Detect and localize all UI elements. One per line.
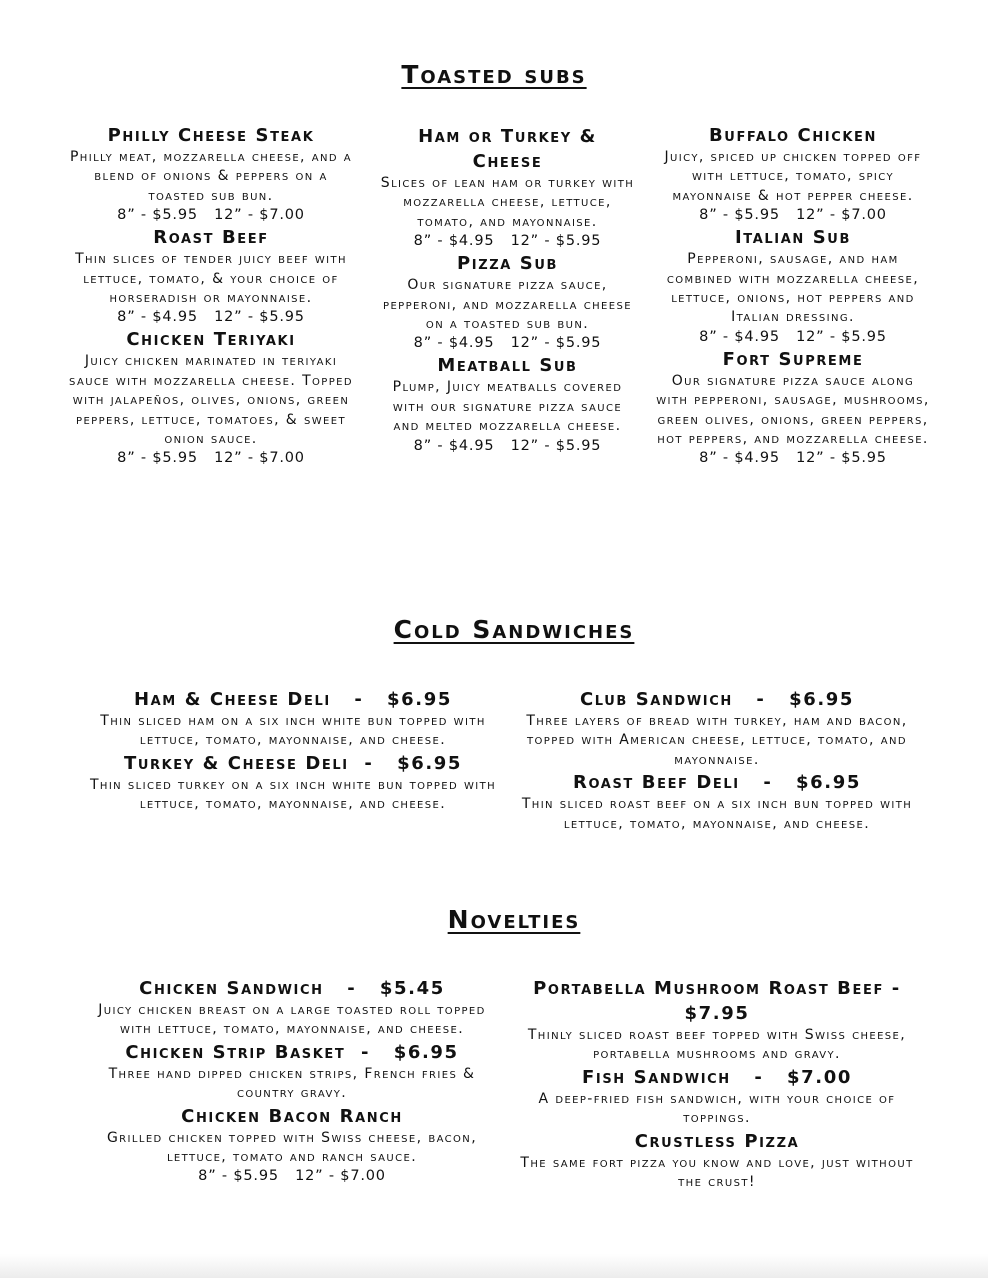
item-description: Philly meat, mozzarella cheese, and a blend of onions & peppers on a toasted sub bun. — [69, 149, 353, 204]
section-title-toasted-subs: Toasted subs — [401, 60, 587, 89]
novelties-column-2 — [516, 976, 918, 1192]
item-name: Fish Sandwich - $7.00 — [582, 1066, 852, 1088]
item-price: 8” - $4.95 12” - $5.95 — [699, 328, 887, 345]
item-name: Turkey & Cheese Deli - $6.95 — [123, 752, 463, 774]
item-name: Chicken Strip Basket - $6.95 — [125, 1041, 459, 1063]
section-title-cold-sandwiches: Cold Sandwiches — [393, 615, 635, 644]
item-description: The same fort pizza you know and love, just without the crust! — [520, 1154, 914, 1191]
item-price: 8” - $5.95 12” - $7.00 — [699, 207, 887, 224]
menu-item — [88, 687, 498, 751]
menu-item — [516, 1129, 918, 1193]
menu-item — [63, 327, 359, 468]
item-description: Our signature pizza sauce along with pepperoni, sausage, mushrooms, green olives, onions, green peppers, hot peppers, and mozzarella cheese. — [656, 372, 930, 448]
item-description: Pepperoni, sausage, and ham combined with mozzarella cheese, lettuce, onions, hot peppers and Italian dressing. — [666, 251, 920, 326]
item-name: Fort Supreme — [722, 348, 864, 370]
item-description: Juicy chicken marinated in teriyaki sauce with mozzarella cheese. Topped with jalapeños, olives, onions, green peppers, lettuce, tomatoes, & sweet onion sauce. — [69, 353, 353, 448]
item-name: Ham & Cheese Deli - $6.95 — [133, 689, 452, 710]
item-name: Crustless Pizza — [634, 1130, 800, 1152]
item-description: A deep-fried fish sandwich, with your choice of toppings. — [538, 1090, 896, 1127]
menu-item — [656, 347, 930, 469]
item-name: Chicken Teriyaki — [126, 329, 296, 351]
item-name: Chicken Sandwich - $5.45 — [139, 978, 445, 999]
item-description: Grilled chicken topped with Swiss cheese, bacon, lettuce, tomato and ranch sauce. — [106, 1129, 478, 1166]
item-description: Three hand dipped chicken strips, French fries & country gravy. — [108, 1065, 476, 1102]
item-description: Thin sliced turkey on a six inch white bun topped with lettuce, tomato, mayonnaise, and cheese. — [89, 776, 497, 813]
item-name: Club Sandwich - $6.95 — [579, 689, 855, 710]
item-description: Plump, Juicy meatballs covered with our signature pizza sauce and melted mozzarella cheese. — [392, 379, 623, 435]
item-description: Our signature pizza sauce, pepperoni, and mozzarella cheese on a toasted sub bun. — [383, 277, 632, 333]
menu-item — [520, 770, 914, 834]
menu-item — [520, 687, 914, 770]
item-name: Philly Cheese Steak — [107, 125, 315, 146]
menu-item — [516, 976, 918, 1065]
item-name: Roast Beef — [153, 227, 269, 249]
item-description: Three layers of bread with turkey, ham and bacon, topped with American cheese, lettuce, tomato, and mayonnaise. — [526, 713, 908, 768]
item-description: Thin sliced roast beef on a six inch bun topped with lettuce, tomato, mayonnaise, and cheese. — [521, 796, 913, 832]
menu-item — [88, 751, 498, 815]
item-name: Italian Sub — [735, 227, 851, 249]
item-price: 8” - $4.95 12” - $5.95 — [413, 335, 602, 352]
toasted-subs-column-1 — [63, 123, 359, 468]
item-description: Thin slices of tender juicy beef with lettuce, tomato, & your choice of horseradish or mayonnaise. — [75, 251, 347, 307]
section-title-novelties: Novelties — [447, 905, 581, 934]
novelties-column-1 — [92, 976, 492, 1186]
menu-item — [63, 123, 359, 225]
item-name: Pizza Sub — [456, 253, 559, 275]
item-price: 8” - $5.95 12” - $7.00 — [117, 450, 305, 467]
item-name: Chicken Bacon Ranch — [181, 1105, 403, 1127]
item-price: 8” - $5.95 12” - $7.00 — [198, 1168, 386, 1185]
item-name: Ham or Turkey & Cheese — [418, 126, 597, 172]
item-price: 8” - $4.95 12” - $5.95 — [699, 450, 887, 467]
menu-item — [63, 225, 359, 327]
item-name: Portabella Mushroom Roast Beef - $7.95 — [533, 978, 901, 1024]
menu-item — [380, 353, 635, 455]
menu-item — [656, 225, 930, 347]
toasted-subs-column-2 — [380, 124, 635, 456]
item-description: Juicy chicken breast on a large toasted roll topped with lettuce, tomato, mayonnaise, and cheese. — [98, 1002, 486, 1038]
cold-sandwiches-column-1 — [88, 687, 498, 815]
menu-item — [656, 123, 930, 225]
menu-item — [92, 1104, 492, 1187]
item-description: Thin sliced ham on a six inch white bun topped with lettuce, tomato, mayonnaise, and cheese. — [100, 713, 486, 749]
item-description: Slices of lean ham or turkey with mozzarella cheese, lettuce, tomato, and mayonnaise. — [380, 175, 635, 230]
menu-item — [380, 251, 635, 353]
item-price: 8” - $5.95 12” - $7.00 — [117, 207, 305, 224]
menu-item — [516, 1065, 918, 1129]
item-price: 8” - $4.95 12” - $5.95 — [117, 309, 305, 326]
menu-item — [92, 1040, 492, 1104]
item-price: 8” - $4.95 12” - $5.95 — [413, 437, 602, 454]
item-description: Thinly sliced roast beef topped with Swiss cheese, portabella mushrooms and gravy. — [527, 1027, 907, 1063]
item-name: Buffalo Chicken — [708, 125, 878, 146]
item-price: 8” - $4.95 12” - $5.95 — [413, 233, 602, 250]
page-bottom-shadow — [0, 1254, 988, 1278]
toasted-subs-column-3 — [656, 123, 930, 468]
item-name: Meatball Sub — [437, 355, 578, 377]
item-description: Juicy, spiced up chicken topped off with lettuce, tomato, spicy mayonnaise & hot pepper cheese. — [664, 149, 922, 204]
item-name: Roast Beef Deli - $6.95 — [573, 772, 861, 794]
menu-item — [380, 124, 635, 251]
menu-item — [92, 976, 492, 1040]
cold-sandwiches-column-2 — [520, 687, 914, 834]
